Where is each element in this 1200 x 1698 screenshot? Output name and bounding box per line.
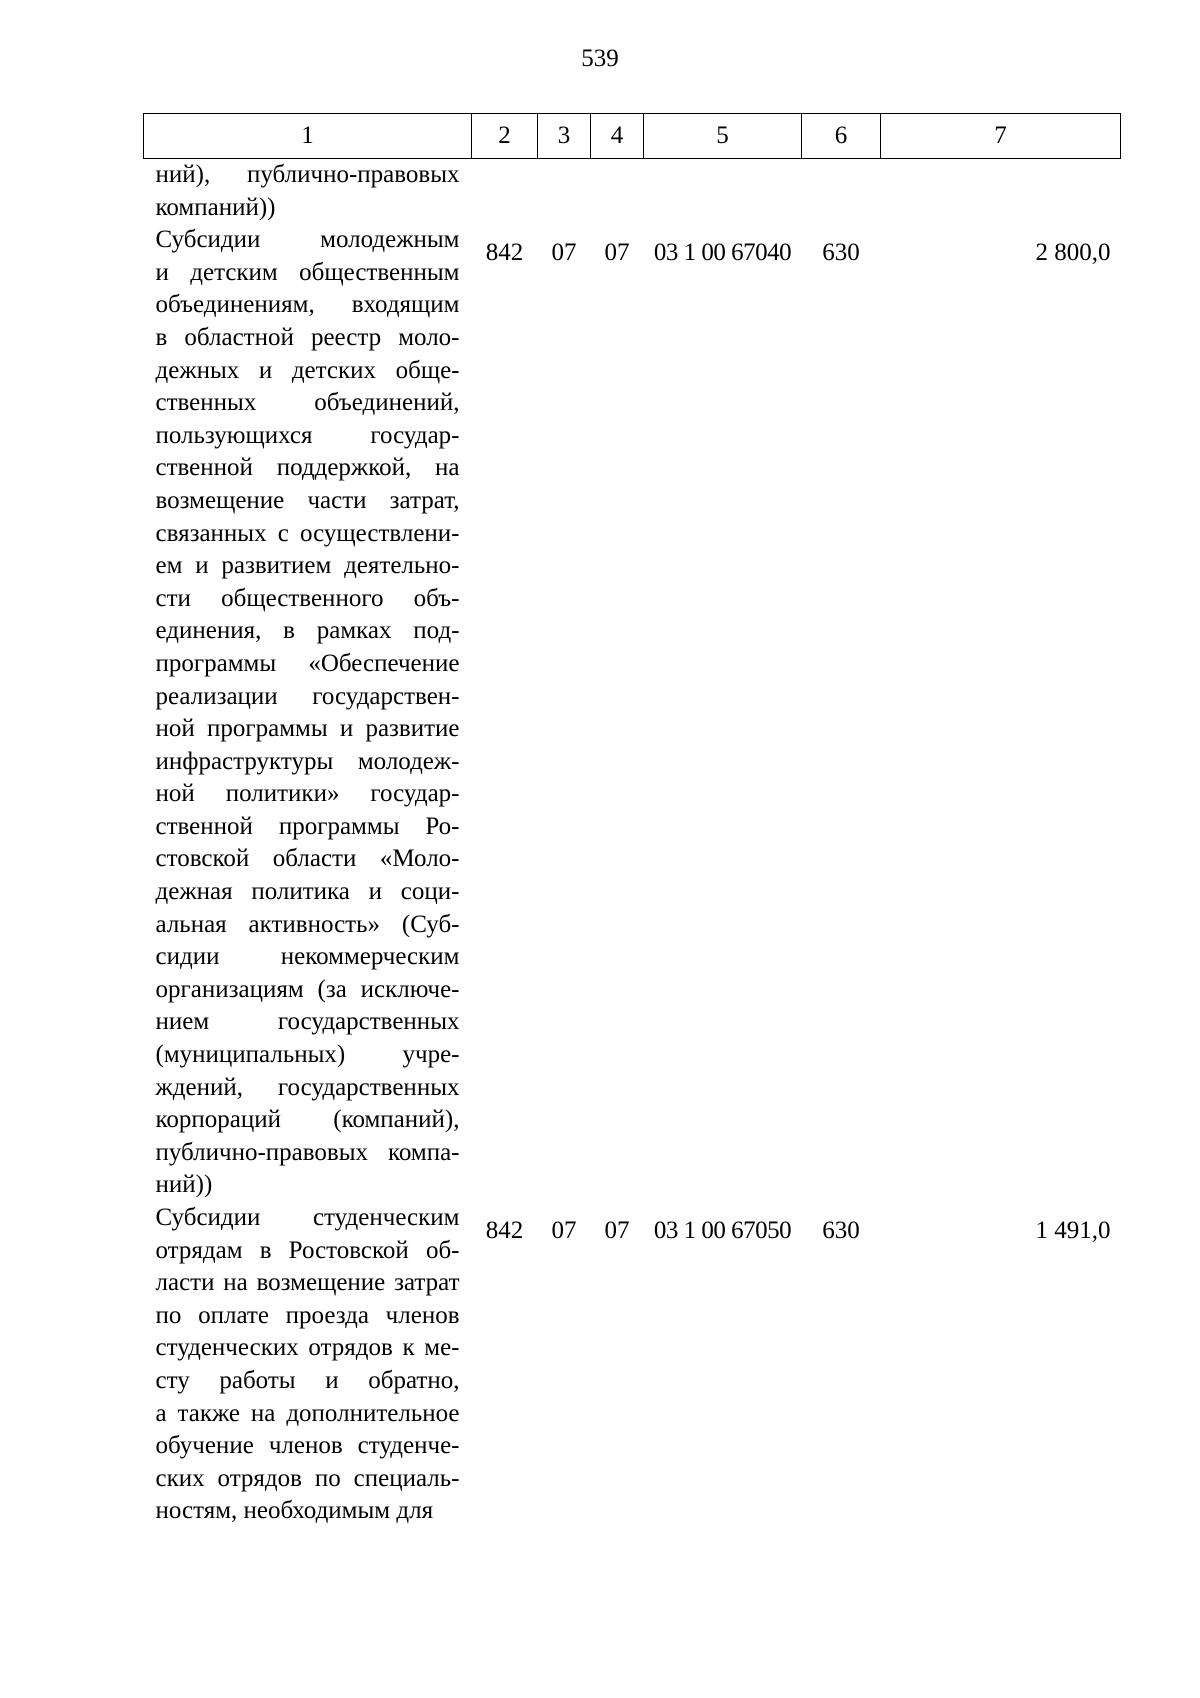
section-code: 07: [551, 1217, 577, 1244]
ministry-code: [472, 159, 538, 225]
column-header-7: 7: [881, 114, 1121, 159]
subsection-code: [591, 159, 644, 225]
description-line: ной политики» государ-: [155, 780, 460, 808]
row-description: [144, 1202, 472, 1528]
column-header-3: 3: [538, 114, 591, 159]
description-line: сту работы и обратно,: [155, 1366, 460, 1394]
ministry-code: 842: [485, 1217, 524, 1244]
description-line: ем и развитием деятельно-: [155, 552, 460, 580]
table-row: [144, 159, 1121, 225]
description-line: компаний)): [155, 193, 276, 221]
description-line: единения, в рамках под-: [155, 617, 460, 645]
description-line: сти общественного объ-: [155, 584, 460, 612]
description-line: Субсидии студенческим: [155, 1204, 460, 1231]
description-line: объединениям, входящим: [155, 291, 460, 319]
target-article-code: [644, 159, 802, 225]
description-line: ний), публично-правовых: [155, 161, 460, 188]
description-line: и детским общественным: [155, 258, 460, 286]
page-number: 539: [581, 45, 619, 72]
description-line: публично-правовых компа-: [155, 1138, 460, 1166]
expense-type-code: 630: [822, 1217, 860, 1244]
description-line: стовской области «Моло-: [155, 845, 460, 873]
expense-type-code: 630: [822, 239, 860, 267]
expense-type-code: [802, 159, 881, 225]
description-line: отрядам в Ростовской об-: [155, 1236, 460, 1264]
description-line: дежная политика и соци-: [155, 878, 460, 906]
table-row: [144, 1202, 1121, 1528]
amount: 2 800,0: [1035, 239, 1111, 267]
description-line: инфраструктуры молодеж-: [155, 747, 460, 775]
description-line: корпораций (компаний),: [155, 1106, 460, 1134]
column-header-4: 4: [591, 114, 644, 159]
description-line: возмещение части затрат,: [155, 486, 460, 514]
column-header-2: 2: [472, 114, 538, 159]
description-line: организациям (за исключе-: [155, 975, 460, 1003]
description-line: студенческих отрядов к ме-: [155, 1334, 460, 1362]
subsection-code: 07: [604, 1217, 630, 1244]
description-line: дежных и детских обще-: [155, 356, 460, 384]
column-header-6: 6: [802, 114, 881, 159]
section-code: [538, 159, 591, 225]
budget-table: [143, 113, 1121, 1528]
description-line: реализации государствен-: [155, 682, 460, 710]
target-article-code: 03 1 00 67050: [653, 1217, 792, 1244]
description-line: Субсидии молодежным: [155, 226, 460, 254]
column-header-1: 1: [144, 114, 472, 159]
row-description: [144, 159, 472, 225]
description-line: ственной поддержкой, на: [155, 454, 460, 482]
amount: 1 491,0: [1035, 1217, 1111, 1244]
row-description: [144, 224, 472, 1202]
description-line: сидии некоммерческим: [155, 943, 460, 971]
description-line: ласти на возмещение затрат: [155, 1269, 460, 1297]
description-line: программы «Обеспечение: [155, 649, 460, 677]
description-line: альная активность» (Суб-: [155, 910, 460, 938]
description-line: пользующихся государ-: [155, 421, 460, 449]
column-header-5: 5: [644, 114, 802, 159]
ministry-code: 842: [485, 239, 524, 267]
description-line: ждений, государственных: [155, 1073, 460, 1101]
description-line: ностям, необходимым для: [155, 1497, 434, 1525]
description-line: в областной реестр моло-: [155, 323, 460, 351]
table-row: [144, 224, 1121, 1202]
description-line: нием государственных: [155, 1008, 460, 1036]
description-line: ских отрядов по специаль-: [155, 1464, 460, 1492]
description-line: ной программы и развитие: [155, 715, 460, 743]
table-header-row: [144, 114, 1121, 159]
subsection-code: 07: [604, 239, 630, 267]
description-line: обучение членов студенче-: [155, 1432, 460, 1460]
description-line: (муниципальных) учре-: [155, 1041, 460, 1069]
section-code: 07: [551, 239, 577, 267]
description-line: ственной программы Ро-: [155, 812, 460, 840]
amount: [881, 159, 1121, 225]
description-line: а также на дополнительное: [155, 1399, 460, 1427]
description-line: ний)): [155, 1171, 213, 1199]
description-line: связанных с осуществлени-: [155, 519, 460, 547]
target-article-code: 03 1 00 67040: [653, 239, 792, 267]
description-line: по оплате проезда членов: [155, 1301, 460, 1329]
description-line: ственных объединений,: [155, 389, 460, 417]
